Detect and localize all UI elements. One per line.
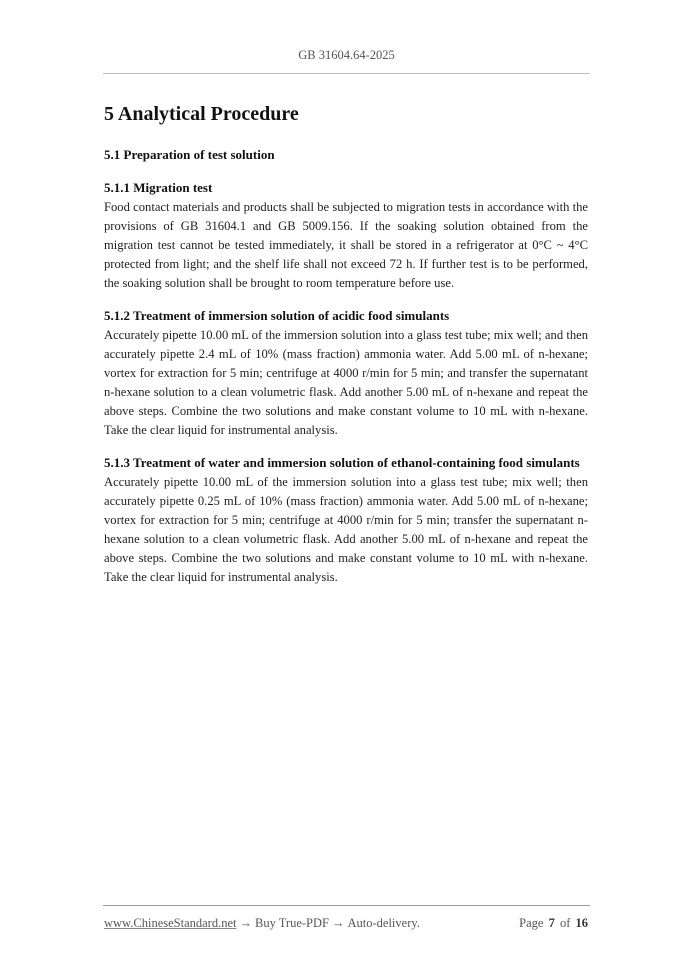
clause-paragraph: Accurately pipette 10.00 mL of the immersion solution into a glass test tube; mix well; and then accurately pipette 2.4 mL of 10% (mass fraction) ammonia water. Add 5.00 mL of n-hexane; vortex for extraction for 5 min; centrifuge at 4000 r/min for 5 min; and transfer the supernatant n-hexane solution to a clean volumetric flask. Add another 5.00 mL of n-hexane and repeat the above steps. Combine the two solutions and make constant volume to 10 mL with n-hexane. Take the clear liquid for instrumental analysis. <box>104 328 588 437</box>
promo-step-buy: Buy True-PDF <box>255 916 329 930</box>
arrow-right-icon: → <box>332 916 345 930</box>
page-footer <box>104 916 588 931</box>
page-header <box>103 48 590 63</box>
page-label: Page <box>519 916 544 930</box>
clause-title: 5.1.2 Treatment of immersion solution of acidic food simulants <box>104 308 450 323</box>
clause-paragraph: Food contact materials and products shall be subjected to migration tests in accordance with the provisions of GB 31604.1 and GB 5009.156. If the soaking solution obtained from the migration test cannot be tested immediately, it shall be stored in a refrigerator at 0°C ~ 4°C protected from light; and the shelf life shall not exceed 72 h. If further test is to be performed, the soaking solution shall be brought to room temperature before use. <box>104 200 588 290</box>
page-total: 16 <box>575 916 588 930</box>
arrow-right-icon: → <box>239 916 252 930</box>
section-title: 5 Analytical Procedure <box>104 103 299 125</box>
header-divider <box>103 73 590 74</box>
page-content <box>104 100 588 587</box>
clause-5-1-2 <box>104 306 588 440</box>
promo-step-delivery: Auto-delivery. <box>347 916 420 930</box>
page-current: 7 <box>548 916 555 930</box>
clause-title: 5.1.1 Migration test <box>104 180 213 195</box>
standard-id: GB 31604.64-2025 <box>298 48 395 62</box>
page-of: of <box>559 916 571 930</box>
clause-5-1-3 <box>104 453 588 587</box>
subsection-title: 5.1 Preparation of test solution <box>104 147 275 162</box>
footer-divider <box>103 905 590 906</box>
website-link[interactable]: www.ChineseStandard.net <box>104 916 237 930</box>
page-number <box>517 916 588 931</box>
clause-title: 5.1.3 Treatment of water and immersion solution of ethanol-containing food simulants <box>104 455 580 470</box>
footer-promo <box>104 916 420 931</box>
clause-5-1-1 <box>104 178 588 293</box>
clause-paragraph: Accurately pipette 10.00 mL of the immersion solution into a glass test tube; mix well; then accurately pipette 0.25 mL of 10% (mass fraction) ammonia water. Add 5.00 mL of n-hexane; vortex for extraction for 5 min; centrifuge at 4000 r/min for 5 min; transfer the supernatant n-hexane solution to a clean volumetric flask. Add another 5.00 mL of n-hexane and repeat the above steps. Combine the two solutions and make constant volume to 10 mL with n-hexane. Take the clear liquid for instrumental analysis. <box>104 475 588 584</box>
